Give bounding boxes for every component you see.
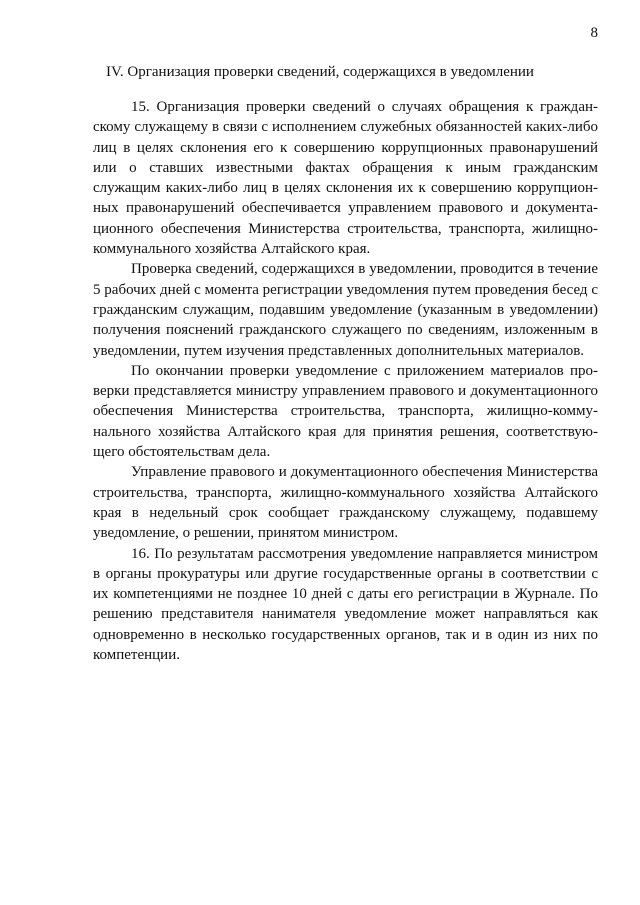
paragraph-submission: По окончании проверки уведомление с приложением материалов проверки представляется министру управлением правового и документационного обеспечения Министерства строительства, транспорта, жилищно-коммунального хозяйства Алтайского края для принятия решения, соответствующего обстоятельствам дела. bbox=[93, 362, 598, 461]
paragraph-notification: Управление правового и документационного обеспечения Министерства строительства, транспорта, жилищно-коммунального хозяйства Алтайского края в недельный срок сообщает гражданскому служащему, подавшему уведомление, о решении, принятом министром. bbox=[93, 464, 598, 542]
document-body bbox=[93, 97, 598, 665]
paragraph-verification: Проверка сведений, содержащихся в уведомлении, проводится в течение 5 рабочих дней с момента регистрации уведомления путем проведения бесед с гражданским служащим, подавшим уведомление (указанным в уведомлении) получения пояснений гражданского служащего по сведениям, изложенным в уведомлении, путем изучения представленных дополнительных материалов. bbox=[93, 261, 598, 359]
paragraph-15: 15. Организация проверки сведений о случаях обращения к гражданскому служащему в связи с исполнением служебных обязанностей каких-либо лиц в целях склонения его к совершению коррупционных правонарушений или о ставших известными фактах обращения к иным гражданским служащим каких-либо лиц в целях склонения их к совершению коррупционных правонарушений обеспечивается управлением правового и документационного обеспечения Министерства строительства, транспорта, жилищно-коммунального хозяйства Алтайского края. bbox=[93, 99, 598, 258]
paragraph-16: 16. По результатам рассмотрения уведомление направляется министром в органы прокуратуры или другие государственные органы в соответствии с их компетенциями не позднее 10 дней с даты его регистрации в Журнале. По решению представителя нанимателя уведомление может направляться как одновременно в несколько государственных органов, так и в один из них по компетенции. bbox=[93, 545, 598, 664]
section-heading: IV. Организация проверки сведений, содержащихся в уведомлении bbox=[106, 64, 534, 80]
page-number: 8 bbox=[590, 25, 598, 41]
